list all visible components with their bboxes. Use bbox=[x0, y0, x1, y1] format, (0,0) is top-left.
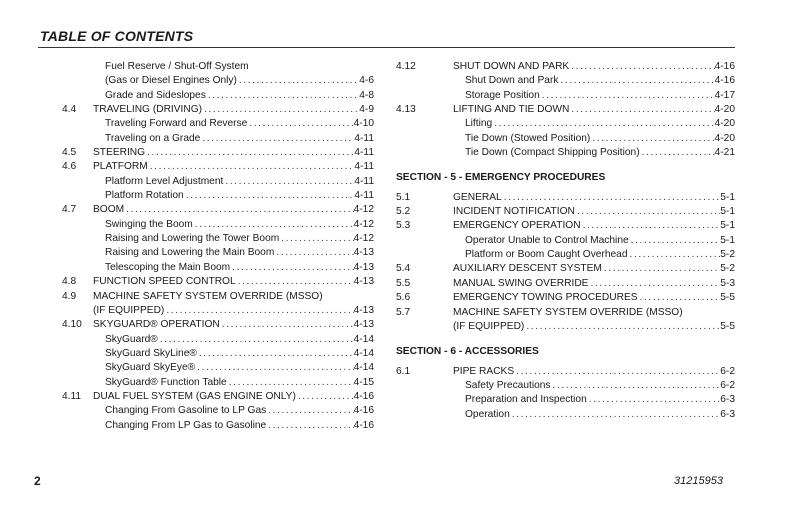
toc-entry-page: 6-2 bbox=[720, 365, 735, 377]
toc-entry-number: 5.6 bbox=[396, 292, 411, 304]
dot-leader bbox=[145, 146, 354, 160]
page-number: 2 bbox=[34, 474, 41, 488]
dot-leader bbox=[274, 246, 353, 260]
dot-leader bbox=[569, 60, 714, 74]
toc-entry-title: Changing From Gasoline to LP Gas bbox=[105, 405, 267, 417]
toc-entry[interactable] bbox=[62, 390, 374, 404]
toc-entry[interactable] bbox=[62, 203, 374, 217]
toc-entry[interactable] bbox=[62, 290, 374, 304]
section-heading[interactable]: SECTION - 5 - EMERGENCY PROCEDURES bbox=[396, 172, 606, 184]
toc-entry-number: 4.7 bbox=[62, 204, 77, 216]
toc-entry-page: 4-16 bbox=[353, 390, 374, 402]
toc-entry-title: Raising and Lowering the Main Boom bbox=[105, 247, 275, 259]
toc-entry-page: 4-6 bbox=[359, 75, 374, 87]
toc-entry[interactable] bbox=[62, 160, 374, 174]
toc-entry[interactable] bbox=[62, 74, 374, 88]
toc-entry-page: 4-9 bbox=[359, 104, 374, 116]
toc-entry[interactable] bbox=[62, 132, 374, 146]
toc-entry-title: DUAL FUEL SYSTEM (GAS ENGINE ONLY) bbox=[93, 390, 296, 402]
toc-entry-title: (Gas or Diesel Engines Only) bbox=[105, 75, 237, 87]
toc-entry-page: 4-21 bbox=[714, 147, 735, 159]
toc-entry-page: 4-14 bbox=[353, 347, 374, 359]
toc-entry-title: Swinging the Boom bbox=[105, 218, 193, 230]
toc-entry[interactable] bbox=[62, 60, 374, 74]
toc-entry-title: Traveling on a Grade bbox=[105, 132, 201, 144]
toc-entry-title: Fuel Reserve / Shut-Off System bbox=[105, 61, 249, 72]
toc-entry-page: 5-1 bbox=[720, 206, 735, 218]
toc-entry[interactable] bbox=[62, 232, 374, 246]
toc-entry-page: 5-3 bbox=[720, 277, 735, 289]
toc-entry-title: Preparation and Inspection bbox=[465, 394, 587, 406]
dot-leader bbox=[195, 361, 353, 375]
dot-leader bbox=[628, 248, 721, 262]
toc-entry[interactable] bbox=[396, 393, 735, 407]
toc-entry[interactable] bbox=[396, 320, 735, 334]
toc-entry[interactable] bbox=[62, 189, 374, 203]
toc-entry-page: 4-17 bbox=[714, 89, 735, 101]
toc-entry-page: 5-2 bbox=[720, 249, 735, 261]
toc-entry-page: 4-16 bbox=[714, 75, 735, 87]
toc-entry-page: 4-20 bbox=[714, 132, 735, 144]
toc-entry[interactable] bbox=[62, 89, 374, 103]
dot-leader bbox=[124, 203, 353, 217]
toc-entry-page: 5-5 bbox=[720, 320, 735, 332]
toc-entry[interactable] bbox=[62, 304, 374, 318]
toc-entry-title: GENERAL bbox=[453, 191, 502, 203]
toc-entry-page: 4-14 bbox=[353, 362, 374, 374]
toc-entry-title: Lifting bbox=[465, 118, 493, 130]
dot-leader bbox=[514, 365, 720, 379]
toc-entry-title: Platform Rotation bbox=[105, 190, 184, 202]
dot-leader bbox=[588, 277, 720, 291]
toc-entry[interactable] bbox=[62, 361, 374, 375]
toc-entry-title: Telescoping the Main Boom bbox=[105, 261, 231, 273]
dot-leader bbox=[266, 419, 353, 433]
toc-entry-page: 5-5 bbox=[720, 292, 735, 304]
toc-entry-number: 5.4 bbox=[396, 263, 411, 275]
toc-entry-page: 4-13 bbox=[353, 247, 374, 259]
toc-entry-title: Platform Level Adjustment bbox=[105, 175, 224, 187]
toc-entry[interactable] bbox=[396, 117, 735, 131]
dot-leader bbox=[551, 379, 721, 393]
toc-entry-title: LIFTING AND TIE DOWN bbox=[453, 104, 570, 116]
toc-entry-title: PIPE RACKS bbox=[453, 365, 515, 377]
toc-entry[interactable] bbox=[396, 234, 735, 248]
toc-entry-number: 4.10 bbox=[62, 319, 82, 331]
toc-entry-number: 4.8 bbox=[62, 276, 77, 288]
dot-leader bbox=[510, 408, 721, 422]
toc-entry[interactable] bbox=[62, 103, 374, 117]
dot-leader bbox=[569, 103, 714, 117]
dot-leader bbox=[220, 318, 354, 332]
document-number: 31215953 bbox=[674, 475, 723, 487]
toc-entry[interactable] bbox=[396, 132, 735, 146]
dot-leader bbox=[227, 376, 354, 390]
toc-entry-number: 5.7 bbox=[396, 306, 411, 318]
toc-entry-title: SkyGuard® Function Table bbox=[105, 376, 227, 388]
toc-entry-page: 4-16 bbox=[714, 61, 735, 72]
toc-entry-page: 4-20 bbox=[714, 104, 735, 116]
toc-entry-number: 4.12 bbox=[396, 61, 416, 72]
toc-entry-title: Safety Precautions bbox=[465, 379, 551, 391]
dot-leader bbox=[558, 74, 714, 88]
section-spacer bbox=[396, 160, 735, 171]
toc-entry-page: 4-11 bbox=[354, 132, 374, 144]
toc-entry-number: 5.3 bbox=[396, 220, 411, 232]
dot-leader bbox=[230, 261, 353, 275]
dot-leader bbox=[148, 160, 355, 174]
toc-entry-page: 4-15 bbox=[353, 376, 374, 388]
toc-entry-title: Tie Down (Compact Shipping Position) bbox=[465, 147, 640, 159]
dot-leader bbox=[247, 117, 353, 131]
toc-entry-title: SkyGuard SkyLine® bbox=[105, 347, 197, 359]
toc-entry[interactable] bbox=[396, 103, 735, 117]
toc-entry-title: Platform or Boom Caught Overhead bbox=[465, 249, 628, 261]
toc-entry[interactable] bbox=[62, 246, 374, 260]
toc-entry[interactable] bbox=[396, 248, 735, 262]
toc-entry-page: 4-12 bbox=[353, 233, 374, 245]
toc-entry[interactable] bbox=[396, 262, 735, 276]
toc-entry-title: SHUT DOWN AND PARK bbox=[453, 61, 570, 72]
dot-leader bbox=[193, 218, 354, 232]
dot-leader bbox=[197, 347, 354, 361]
toc-entry[interactable] bbox=[62, 318, 374, 332]
toc-entry-page: 4-11 bbox=[354, 175, 374, 187]
toc-entry-page: 4-20 bbox=[714, 118, 735, 130]
dot-leader bbox=[540, 89, 715, 103]
toc-entry-page: 6-3 bbox=[720, 408, 735, 420]
dot-leader bbox=[206, 89, 359, 103]
toc-entry-title: TRAVELING (DRIVING) bbox=[93, 104, 203, 116]
toc-entry-page: 4-12 bbox=[353, 204, 374, 216]
toc-entry-page: 6-3 bbox=[720, 394, 735, 406]
toc-entry-page: 4-10 bbox=[353, 118, 374, 130]
toc-entry[interactable] bbox=[62, 347, 374, 361]
toc-entry[interactable] bbox=[62, 419, 374, 433]
toc-entry-title: MACHINE SAFETY SYSTEM OVERRIDE (MSSO) bbox=[453, 306, 683, 318]
toc-entry-title: Operator Unable to Control Machine bbox=[465, 234, 629, 246]
toc-entry-number: 4.5 bbox=[62, 147, 77, 159]
dot-leader bbox=[279, 232, 353, 246]
section-spacer bbox=[396, 334, 735, 345]
toc-entry-title: (IF EQUIPPED) bbox=[93, 304, 165, 316]
toc-entry-title: Changing From LP Gas to Gasoline bbox=[105, 419, 267, 431]
toc-entry-title: EMERGENCY OPERATION bbox=[453, 220, 581, 232]
toc-entry[interactable] bbox=[396, 74, 735, 88]
toc-entry-title: Raising and Lowering the Tower Boom bbox=[105, 233, 280, 245]
toc-entry[interactable] bbox=[62, 376, 374, 390]
toc-entry-title: BOOM bbox=[93, 204, 125, 216]
toc-entry[interactable] bbox=[396, 277, 735, 291]
toc-entry-page: 4-11 bbox=[354, 147, 374, 159]
toc-entry-number: 5.5 bbox=[396, 277, 411, 289]
toc-entry-title: AUXILIARY DESCENT SYSTEM bbox=[453, 263, 602, 275]
toc-entry-title: SkyGuard® bbox=[105, 333, 158, 345]
dot-leader bbox=[296, 390, 354, 404]
dot-leader bbox=[581, 219, 721, 233]
dot-leader bbox=[184, 189, 355, 203]
dot-leader bbox=[590, 132, 714, 146]
toc-entry-title: MANUAL SWING OVERRIDE bbox=[453, 277, 589, 289]
toc-entry-page: 5-1 bbox=[720, 191, 735, 203]
dot-leader bbox=[266, 404, 353, 418]
toc-entry[interactable] bbox=[396, 291, 735, 305]
dot-leader bbox=[236, 275, 354, 289]
toc-entry[interactable] bbox=[396, 379, 735, 393]
toc-entry[interactable] bbox=[396, 306, 735, 320]
dot-leader bbox=[158, 333, 354, 347]
section-heading[interactable]: SECTION - 6 - ACCESSORIES bbox=[396, 346, 539, 358]
toc-entry-title: MACHINE SAFETY SYSTEM OVERRIDE (MSSO) bbox=[93, 290, 323, 302]
toc-entry-title: Operation bbox=[465, 408, 510, 420]
toc-entry-title: FUNCTION SPEED CONTROL bbox=[93, 276, 236, 288]
toc-entry-page: 4-13 bbox=[353, 261, 374, 273]
toc-entry-number: 6.1 bbox=[396, 365, 411, 377]
toc-entry[interactable] bbox=[62, 404, 374, 418]
toc-entry[interactable] bbox=[62, 175, 374, 189]
toc-entry[interactable] bbox=[62, 146, 374, 160]
toc-entry[interactable] bbox=[396, 191, 735, 205]
toc-entry[interactable] bbox=[62, 117, 374, 131]
toc-entry[interactable] bbox=[396, 89, 735, 103]
toc-entry-page: 4-12 bbox=[353, 218, 374, 230]
toc-entry-title: (IF EQUIPPED) bbox=[453, 320, 525, 332]
toc-entry[interactable] bbox=[396, 205, 735, 219]
toc-entry-page: 4-11 bbox=[354, 190, 374, 202]
toc-entry[interactable] bbox=[396, 408, 735, 422]
toc-entry-title: Tie Down (Stowed Position) bbox=[465, 132, 591, 144]
toc-entry-page: 5-2 bbox=[720, 263, 735, 275]
toc-entry-number: 4.4 bbox=[62, 104, 77, 116]
toc-entry-title: Shut Down and Park bbox=[465, 75, 559, 87]
toc-entry-title: Traveling Forward and Reverse bbox=[105, 118, 248, 130]
toc-entry-page: 4-8 bbox=[359, 89, 374, 101]
toc-entry-title: SkyGuard SkyEye® bbox=[105, 362, 196, 374]
toc-entry[interactable] bbox=[396, 146, 735, 160]
dot-leader bbox=[202, 103, 359, 117]
toc-entry-title: SKYGUARD® OPERATION bbox=[93, 319, 220, 331]
toc-entry-number: 4.13 bbox=[396, 104, 416, 116]
toc-entry-number: 4.9 bbox=[62, 290, 77, 302]
toc-entry[interactable] bbox=[62, 275, 374, 289]
toc-entry-page: 4-14 bbox=[353, 333, 374, 345]
toc-entry[interactable] bbox=[62, 261, 374, 275]
dot-leader bbox=[602, 262, 720, 276]
dot-leader bbox=[164, 304, 353, 318]
dot-leader bbox=[587, 393, 720, 407]
page-title: TABLE OF CONTENTS bbox=[40, 28, 194, 44]
toc-entry-title: Storage Position bbox=[465, 89, 540, 101]
dot-leader bbox=[640, 146, 715, 160]
toc-entry[interactable] bbox=[396, 365, 735, 379]
toc-entry-title: STEERING bbox=[93, 147, 146, 159]
toc-left-column bbox=[62, 60, 374, 433]
header-divider bbox=[38, 47, 735, 48]
toc-entry-page: 4-16 bbox=[353, 419, 374, 431]
toc-entry-page: 4-16 bbox=[353, 405, 374, 417]
toc-entry-page: 5-1 bbox=[720, 234, 735, 246]
toc-entry[interactable] bbox=[62, 218, 374, 232]
toc-entry-title: Grade and Sideslopes bbox=[105, 89, 206, 101]
toc-entry-page: 4-13 bbox=[353, 304, 374, 316]
dot-leader bbox=[575, 205, 720, 219]
toc-entry-title: EMERGENCY TOWING PROCEDURES bbox=[453, 292, 638, 304]
toc-entry-number: 5.2 bbox=[396, 206, 411, 218]
toc-entry[interactable] bbox=[396, 60, 735, 74]
toc-entry-page: 6-2 bbox=[720, 379, 735, 391]
toc-entry-page: 4-13 bbox=[353, 276, 374, 288]
dot-leader bbox=[237, 74, 359, 88]
dot-leader bbox=[200, 132, 354, 146]
dot-leader bbox=[638, 291, 721, 305]
dot-leader bbox=[629, 234, 721, 248]
toc-entry-page: 4-11 bbox=[354, 161, 374, 173]
toc-entry[interactable] bbox=[396, 219, 735, 233]
toc-entry-title: INCIDENT NOTIFICATION bbox=[453, 206, 575, 218]
toc-entry-number: 4.11 bbox=[62, 390, 82, 402]
dot-leader bbox=[223, 175, 354, 189]
toc-entry-number: 4.6 bbox=[62, 161, 77, 173]
toc-entry-number: 5.1 bbox=[396, 191, 411, 203]
dot-leader bbox=[502, 191, 721, 205]
toc-entry-title: PLATFORM bbox=[93, 161, 148, 173]
toc-entry-page: 5-1 bbox=[720, 220, 735, 232]
toc-entry[interactable] bbox=[62, 333, 374, 347]
toc-entry-page: 4-13 bbox=[353, 319, 374, 331]
dot-leader bbox=[524, 320, 720, 334]
toc-right-column bbox=[396, 60, 735, 422]
dot-leader bbox=[492, 117, 714, 131]
